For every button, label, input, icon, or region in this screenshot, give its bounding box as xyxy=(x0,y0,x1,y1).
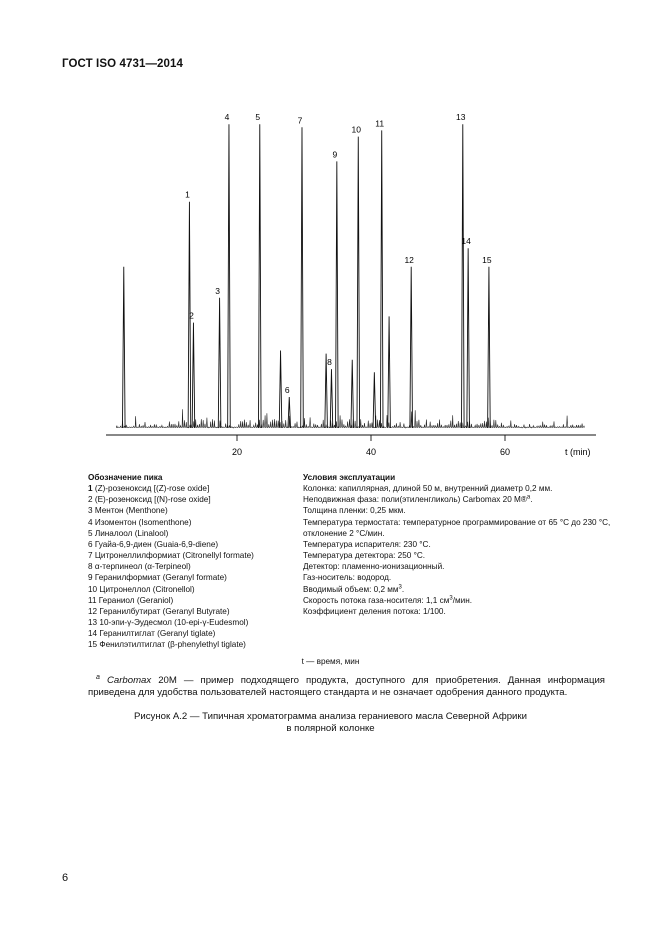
peak-legend-list xyxy=(88,483,288,650)
conditions-title: Условия эксплуатации xyxy=(303,473,396,482)
peak-label: 12 xyxy=(404,254,414,265)
peaks-layer xyxy=(122,112,491,428)
condition-split: Коэффициент деления потока: 1/100. xyxy=(303,606,446,616)
peak-legend-item: 2 (E)-розеноксид [(N)-rose oxide] xyxy=(88,495,211,505)
condition-injector: Температура испарителя: 230 °С. xyxy=(303,539,431,549)
page-number: 6 xyxy=(62,872,69,884)
peak-label: 15 xyxy=(482,254,492,265)
x-ticks xyxy=(232,435,510,457)
peak-unlabeled-16 xyxy=(388,316,391,428)
condition-flow: Скорость потока газа-носителя: 1,1 $см^3$/мин. xyxy=(303,594,472,605)
peak-legend-item: 1 (Z)-розеноксид [(Z)-rose oxide] xyxy=(88,484,210,494)
peak-legend-item: 13 10-эпи-γ-Эудесмол (10-epi-γ-Eudesmol) xyxy=(88,618,249,628)
peak-label: 13 xyxy=(456,112,466,123)
peak-14 xyxy=(467,248,470,428)
peak-unlabeled-0 xyxy=(122,267,125,428)
condition-column: Колонка: капиллярная, длиной 50 м, внутренний диаметр 0,2 мм. xyxy=(303,484,553,494)
peak-10 xyxy=(357,137,360,428)
baseline-noise xyxy=(116,409,584,428)
peak-legend-item: 8 α-терпинеол (α-Terpineol) xyxy=(88,562,191,572)
peak-label: 7 xyxy=(297,115,303,126)
peak-legend-item: 3 Ментон (Menthone) xyxy=(88,506,168,516)
peak-9 xyxy=(336,161,339,428)
peak-label: 4 xyxy=(224,112,230,123)
peak-label: 3 xyxy=(215,285,220,296)
peak-label: 9 xyxy=(332,149,338,160)
peak-legend-item: 6 Гуайа-6,9-диен (Guaia-6,9-diene) xyxy=(88,539,219,549)
footnote-brand: Carbomax xyxy=(106,675,152,686)
peak-legend-item: 15 Фенилэтилтиглат (β-phenylethyl tiglate) xyxy=(88,640,246,650)
peak-15 xyxy=(488,267,491,428)
footnote-mark: a xyxy=(96,673,100,681)
peak-legend-item: 9 Геранилформиат (Geranyl formate) xyxy=(88,573,227,583)
x-tick-label: 60 xyxy=(499,447,511,457)
peak-label: 10 xyxy=(351,124,362,135)
peak-3 xyxy=(218,298,221,428)
x-tick-label: 20 xyxy=(231,447,243,457)
standard-header: ГОСТ ISO 4731—2014 xyxy=(62,58,184,70)
peak-2 xyxy=(192,323,195,428)
caption-line-1: Рисунок А.2 — Типичная хроматограмма анализа гераниевого масла Северной Африки xyxy=(134,711,527,722)
condition-film: Толщина пленки: 0,25 мкм. xyxy=(303,506,406,516)
peak-legend-item: 12 Геранилбутират (Geranyl Butyrate) xyxy=(88,606,230,616)
condition-detector-temp: Температура детектора: 250 °С. xyxy=(303,551,426,561)
peak-4 xyxy=(228,124,231,428)
peak-legend-title: Обозначение пика xyxy=(88,473,163,482)
peak-11 xyxy=(380,130,383,428)
peak-label: 1 xyxy=(185,189,190,200)
peak-label: 14 xyxy=(461,236,471,247)
peak-legend-item: 11 Гераниол (Geraniol) xyxy=(88,595,174,605)
peak-unlabeled-12 xyxy=(351,360,354,428)
footnote-text: 20M — пример подходящего продукта, доступного для приобретения. Данная информация приведена для удобства пользователей настоящего стандарта и не означает одобрения данного продукта. xyxy=(88,675,605,699)
x-tick-label: 40 xyxy=(365,447,377,457)
peak-legend-item: 10 Цитронеллол (Citronellol) xyxy=(88,584,195,594)
condition-phase: Неподвижная фаза: поли(этиленгликоль) Carbomax 20 M®$^a$. xyxy=(303,494,533,505)
peak-legend-item: 7 Цитронеллилформиат (Citronellyl formate) xyxy=(88,551,254,561)
peak-12 xyxy=(410,267,413,428)
x-axis-label: t (min) xyxy=(565,447,591,457)
peak-7 xyxy=(301,127,304,428)
peak-5 xyxy=(258,124,261,428)
condition-volume: Вводимый объем: 0,2 $мм^3$. xyxy=(303,583,405,594)
peak-legend-item: 14 Геранилтиглат (Geranyl tiglate) xyxy=(88,629,216,639)
peak-unlabeled-6 xyxy=(279,351,282,429)
peak-13 xyxy=(461,124,464,428)
peak-label: 5 xyxy=(255,112,261,123)
caption-line-2: в полярной колонке xyxy=(286,723,375,735)
footnote xyxy=(88,675,605,700)
peak-unlabeled-14 xyxy=(373,372,376,428)
peak-label: 2 xyxy=(189,310,194,321)
time-note: t — время, мин xyxy=(301,657,360,666)
condition-oven: Температура термостата: температурное программирование от 65 °С до 230 °С, отклонение 2 °С/мин. xyxy=(303,517,611,538)
peak-8 xyxy=(330,369,333,428)
condition-detector: Детектор: пламенно-ионизационный. xyxy=(303,562,445,572)
operating-conditions xyxy=(303,472,613,617)
peak-legend-item: 4 Изоментон (Isomenthone) xyxy=(88,517,192,527)
peak-legend xyxy=(88,472,288,651)
baseline-trace xyxy=(116,409,584,428)
peak-label: 11 xyxy=(375,118,385,129)
peak-label: 8 xyxy=(327,357,332,368)
peak-label: 6 xyxy=(284,385,290,395)
condition-carrier: Газ-носитель: водород. xyxy=(303,573,392,583)
peak-legend-item: 5 Линалоол (Linalool) xyxy=(88,528,169,538)
figure-caption xyxy=(0,711,661,736)
